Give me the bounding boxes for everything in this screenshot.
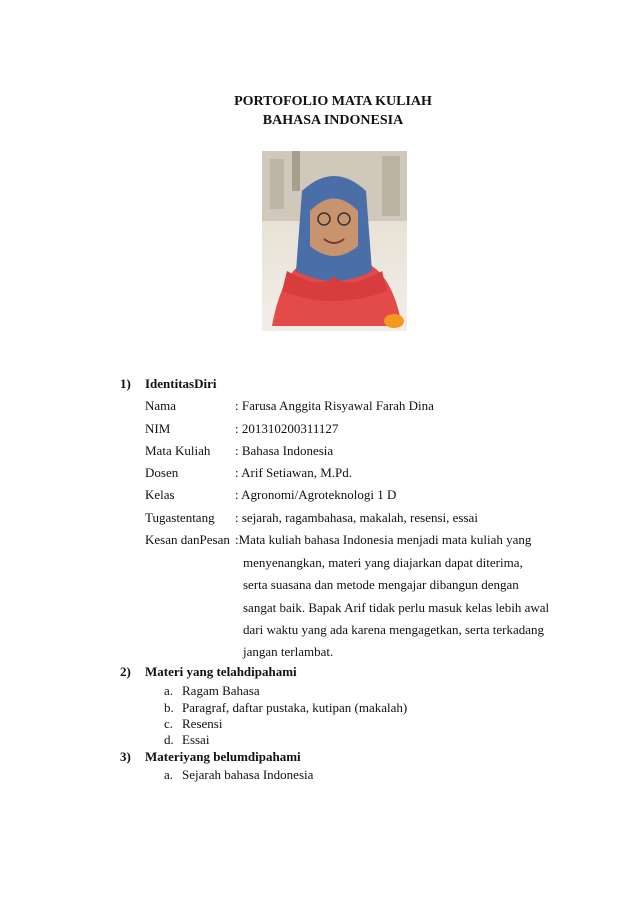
section-number: 1) xyxy=(120,376,131,391)
field-label-kesan: Kesan danPesan xyxy=(145,532,230,547)
field-value-nama: : Farusa Anggita Risyawal Farah Dina xyxy=(235,398,434,413)
section-title: Materi yang telahdipahami xyxy=(145,664,297,679)
kesan-line-5: dari waktu yang ada karena mengagetkan, serta terkadang xyxy=(243,622,545,637)
kesan-line-3: serta suasana dan metode mengajar dibangun dengan xyxy=(243,577,519,592)
profile-photo xyxy=(262,151,407,331)
list-marker: a. xyxy=(164,683,174,698)
field-label-nama: Nama xyxy=(145,398,177,413)
field-label-kelas: Kelas xyxy=(145,487,175,502)
kesan-line-1: :Mata kuliah bahasa Indonesia menjadi mata kuliah yang xyxy=(235,532,532,547)
list-text: Ragam Bahasa xyxy=(182,683,260,698)
list-marker: b. xyxy=(164,700,174,715)
list-text: Essai xyxy=(182,732,210,747)
field-value-dosen: : Arif Setiawan, M.Pd. xyxy=(235,465,352,480)
section-number: 3) xyxy=(120,749,131,764)
list-marker: c. xyxy=(164,716,174,731)
list-marker: d. xyxy=(164,732,174,747)
document-title-line2: BAHASA INDONESIA xyxy=(262,113,404,128)
list-text: Resensi xyxy=(182,716,223,731)
section-title: Materiyang belumdipahami xyxy=(145,749,301,764)
field-label-dosen: Dosen xyxy=(145,465,179,480)
list-text: Sejarah bahasa Indonesia xyxy=(182,767,314,782)
kesan-line-4: sangat baik. Bapak Arif tidak perlu masuk kelas lebih awal xyxy=(243,600,550,615)
field-value-kelas: : Agronomi/Agroteknologi 1 D xyxy=(235,487,397,502)
kesan-line-6: jangan terlambat. xyxy=(243,644,334,659)
field-label-tugas: Tugastentang xyxy=(145,510,215,525)
section-number: 2) xyxy=(120,664,131,679)
section-1-heading xyxy=(120,376,217,392)
field-label-nim: NIM xyxy=(145,421,171,436)
section-3-heading xyxy=(120,749,301,765)
kesan-line-2: menyenangkan, materi yang diajarkan dapat diterima, xyxy=(243,555,523,570)
field-value-tugas: : sejarah, ragambahasa, makalah, resensi, essai xyxy=(235,510,478,525)
field-value-nim: : 201310200311127 xyxy=(235,421,339,436)
section-2-heading xyxy=(120,664,297,680)
list-marker: a. xyxy=(164,767,174,782)
field-label-mata-kuliah: Mata Kuliah xyxy=(145,443,211,458)
document-title-line1: PORTOFOLIO MATA KULIAH xyxy=(234,94,432,109)
profile-photo-illustration xyxy=(262,151,407,331)
list-text: Paragraf, daftar pustaka, kutipan (makalah) xyxy=(182,700,408,715)
section-title: IdentitasDiri xyxy=(145,376,217,391)
field-value-mata-kuliah: : Bahasa Indonesia xyxy=(235,443,334,458)
